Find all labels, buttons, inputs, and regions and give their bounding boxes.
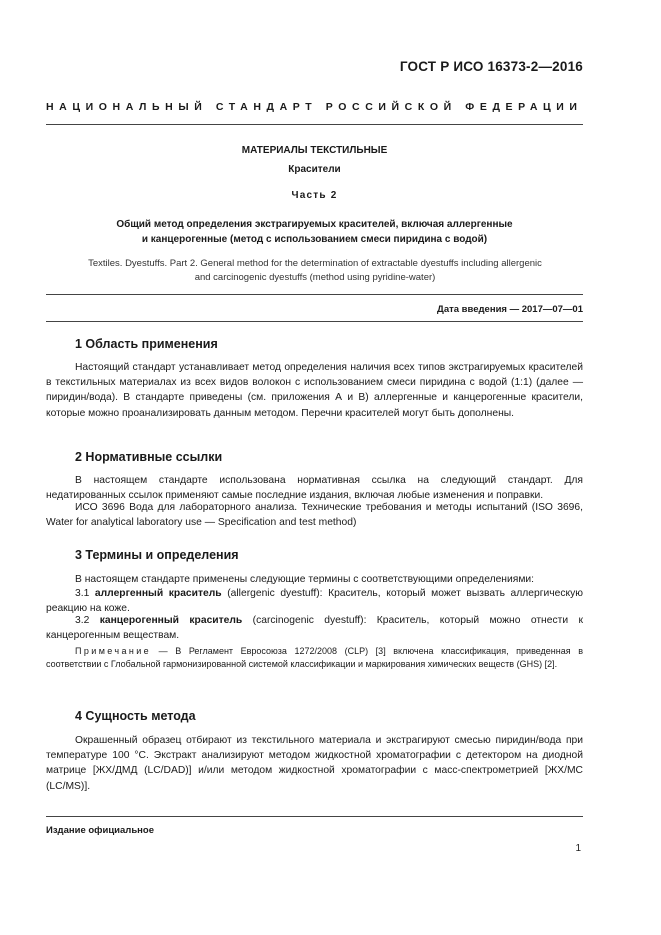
term-3-1-number: 3.1 — [75, 588, 95, 599]
title-english: Textiles. Dyestuffs. Part 2. General method for the determination of extractable dyestuffs including allergenic and carcinogenic dyestuffs (method using pyridine-water) — [88, 258, 542, 283]
title-sub: Красители — [288, 164, 341, 175]
title-full-line-2: и канцерогенные (метод с использованием смеси пиридина с водой) — [141, 234, 488, 245]
title-divider — [46, 294, 583, 295]
term-3-2 — [46, 613, 583, 643]
note-text: — В Регламент Евросоюза 1272/2008 (CLP) [3] включена классификация, приведенная в соответствии с Глобальной гармонизированной системой классификации и маркирования химических веществ (GHS) [2]. — [46, 646, 583, 669]
term-3-2-definition: (carcinogenic dyestuff): Краситель, который можно отнести к канцерогенным веществам. — [46, 615, 583, 642]
term-3-2-name: канцерогенный краситель — [99, 615, 243, 626]
section-4-paragraph: Окрашенный образец отбирают из текстильного материала и экстрагируют смесью пиридин/вода при температуре 100 °С. Экстракт анализируют методом жидкостной хроматографии с детектором на диодной матрице [ЖХ/ДМД (LC/DAD)] и/или методом жидкостной хроматографии с масс-спектрометрией [ЖХ/МС (LC/MS)]. — [46, 735, 583, 792]
title-main: МАТЕРИАЛЫ ТЕКСТИЛЬНЫЕ — [241, 145, 388, 156]
section-3-heading: 3 Термины и определения — [75, 548, 239, 562]
title-full-line-1: Общий метод определения экстрагируемых красителей, включая аллергенные — [116, 219, 513, 230]
section-1-heading: 1 Область применения — [75, 337, 218, 351]
term-3-1-name: аллергенный краситель — [94, 588, 222, 599]
section-4-heading: 4 Сущность метода — [75, 709, 196, 723]
document-code: ГОСТ Р ИСО 16373-2—2016 — [399, 59, 583, 74]
header-divider — [46, 124, 583, 125]
section-3-note — [46, 645, 583, 671]
title-part: Часть 2 — [291, 190, 338, 201]
section-2-paragraph-1: В настоящем стандарте использована нормативная ссылка на следующий стандарт. Для недатированных ссылок применяют самые последние издания, включая любые изменения и поправки. — [46, 475, 583, 502]
term-3-2-number: 3.2 — [75, 615, 100, 626]
national-standard-line: НАЦИОНАЛЬНЫЙ СТАНДАРТ РОССИЙСКОЙ ФЕДЕРАЦИИ — [46, 101, 583, 113]
term-3-1-definition: (allergenic dyestuff): Краситель, который может вызвать аллергическую реакцию на коже. — [46, 588, 583, 615]
section-2-heading: 2 Нормативные ссылки — [75, 450, 223, 464]
term-3-1 — [46, 586, 583, 616]
section-1-paragraph: Настоящий стандарт устанавливает метод определения наличия всех типов экстрагируемых красителей в текстильных материалах из всех видов волокон с использованием смеси пиридина с водой (1:1) (далее — пиридин/вода). В стандарте приведены (см. приложения А и В) аллергенные и канцерогенные красители, которые можно проанализировать данным методом. Перечни красителей могут быть дополнены. — [46, 362, 583, 419]
note-label: Примечание — [75, 646, 152, 656]
official-edition-label: Издание официальное — [46, 825, 154, 836]
section-3-paragraph: В настоящем стандарте применены следующие термины с соответствующими определениями: — [75, 574, 535, 585]
introduction-date: Дата введения — 2017—07—01 — [437, 304, 583, 315]
title-full — [46, 217, 583, 247]
section-2-paragraph-2: ИСО 3696 Вода для лабораторного анализа. Технические требования и методы испытаний (ISO 3696, Water for analytical laboratory use — Specification and test method) — [46, 502, 583, 529]
page-number: 1 — [575, 843, 581, 854]
date-divider — [46, 321, 583, 322]
footer-divider — [46, 816, 583, 817]
